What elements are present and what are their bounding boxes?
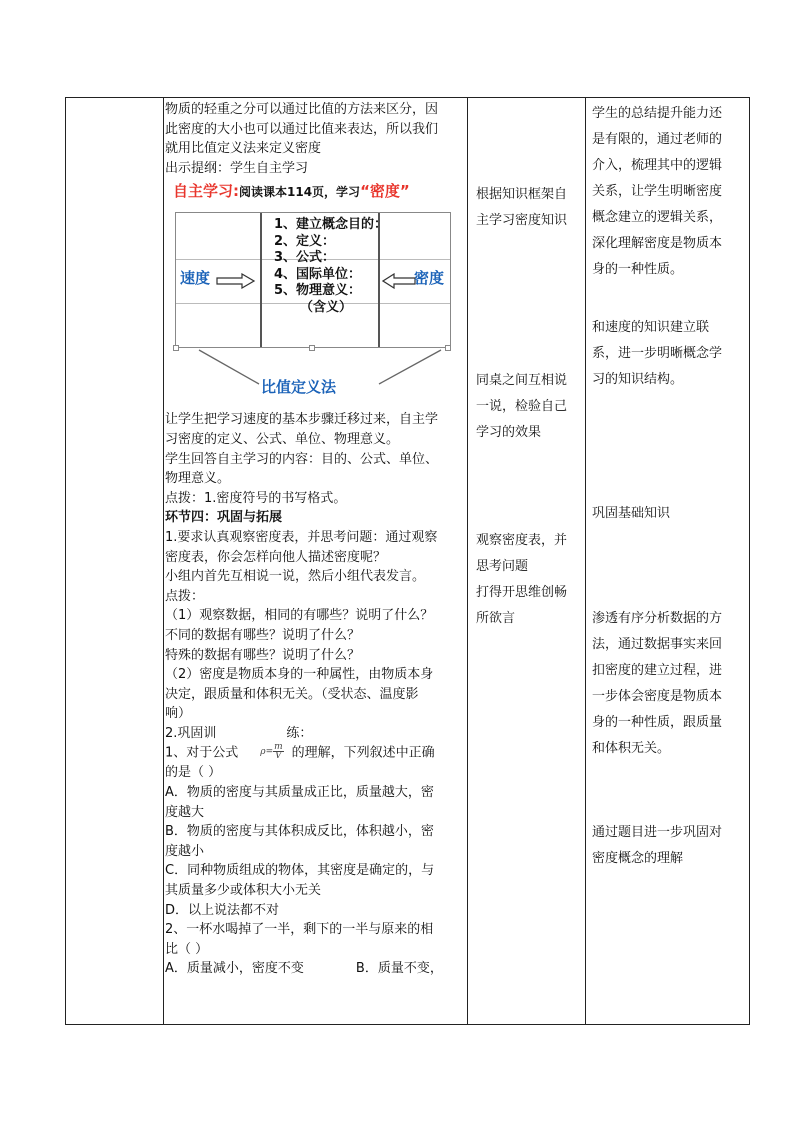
intro-line: 物质的轻重之分可以通过比值的方法来区分，因 <box>165 102 439 117</box>
formula-denominator: V <box>275 751 282 762</box>
option-line <box>165 959 463 979</box>
activity-line: 打得开思维创畅 <box>476 585 568 600</box>
intent-line: 学生的总结提升能力还 <box>592 106 723 121</box>
body-line: 不同的数据有哪些？说明了什么？ <box>165 627 361 643</box>
intent-line: 和体积无关。 <box>592 741 671 756</box>
density-formula <box>260 743 283 763</box>
option-line: A．物质的密度与其质量成正比，质量越大，密 <box>165 784 434 800</box>
q2-option-a: A．质量减小，密度不变 <box>165 961 304 977</box>
ratio-definition-label: 比值定义法 <box>261 378 337 397</box>
outline-item: 5、物理意义： <box>274 283 362 299</box>
outline-item: 4、国际单位： <box>274 266 362 282</box>
intent-line: 扣密度的建立过程，进 <box>592 663 723 678</box>
practice-heading <box>165 724 463 744</box>
outline-item: 1、建立概念目的： <box>274 217 388 233</box>
intent-line: 身的一种性质，跟质量 <box>592 715 723 730</box>
figure-title-red: 自主学习: <box>173 182 239 201</box>
intent-line: 法，通过数据事实来回 <box>592 637 723 652</box>
activity-line: 同桌之间互相说 <box>476 373 568 388</box>
density-label: 密度 <box>414 269 445 288</box>
formula-rho: ρ= <box>260 747 274 758</box>
formula-numerator: m <box>274 742 283 753</box>
intent-line: 和速度的知识建立联 <box>592 320 710 335</box>
lesson-plan-table <box>65 97 750 1025</box>
student-activity-cell <box>467 98 585 1024</box>
outline-item: （含义） <box>300 299 353 315</box>
body-line: 1.要求认真观察密度表，并思考问题：通过观察 <box>165 529 438 545</box>
body-line: 习密度的定义、公式、单位、物理意义。 <box>165 431 400 447</box>
activity-block <box>476 182 567 234</box>
practice-heading-a: 2.巩固训 <box>165 725 217 741</box>
right-arrow-icon <box>216 273 256 289</box>
body-line: 物理意义。 <box>165 471 231 487</box>
figure-title-quote: “密度” <box>360 182 410 201</box>
intent-line: 概念建立的逻辑关系， <box>592 210 723 225</box>
activity-block <box>476 368 567 446</box>
outline-item: 3、公式： <box>274 250 336 266</box>
activity-line: 根据知识框架自 <box>476 187 568 202</box>
intent-block <box>592 101 722 283</box>
option-line: 其质量多少或体积大小无关 <box>165 882 322 898</box>
intent-line: 深化理解密度是物质本 <box>592 236 723 251</box>
intent-line: 巩固基础知识 <box>592 506 671 521</box>
body-line: 2、一杯水喝掉了一半，剩下的一半与原来的相 <box>165 922 434 938</box>
body-line: 的是（ ） <box>165 765 222 781</box>
option-line: B．物质的密度与其体积成反比，体积越小，密 <box>165 824 434 840</box>
activity-line: 思考问题 <box>476 559 529 574</box>
activity-line: 一说，检验自己 <box>476 399 568 414</box>
show-outline: 出示提纲：学生自主学习 <box>165 160 309 176</box>
intent-block <box>592 606 722 762</box>
intent-line: 习的知识结构。 <box>592 372 684 387</box>
figure-title-text: 阅读课本114页，学习 <box>239 185 361 200</box>
intent-block <box>592 501 670 527</box>
body-line: 点拨：1.密度符号的书写格式。 <box>165 490 347 506</box>
speed-label: 速度 <box>180 269 211 288</box>
activity-line: 观察密度表，并 <box>476 533 568 548</box>
intent-line: 系，进一步明晰概念学 <box>592 346 723 361</box>
figure-title <box>173 182 410 203</box>
body-line: 学生回答自主学习的内容：目的、公式、单位、 <box>165 451 439 467</box>
figure-frame <box>175 212 451 348</box>
left-arrow-icon <box>382 273 416 289</box>
intent-block <box>592 820 722 872</box>
question-1 <box>165 743 463 763</box>
design-intent-cell <box>585 98 749 1024</box>
body-line: （1）观察数据，相同的有哪些？说明了什么？ <box>165 608 434 624</box>
q1-suffix: 的理解，下列叙述中正确 <box>291 745 435 761</box>
intent-line: 关系，让学生明晰密度 <box>592 184 723 199</box>
outline-item: 2、定义： <box>274 233 336 249</box>
intent-line: 通过题目进一步巩固对 <box>592 825 723 840</box>
activity-line: 主学习密度知识 <box>476 213 568 228</box>
activity-block <box>476 528 567 632</box>
practice-heading-b: 练： <box>286 725 313 741</box>
intent-line: 介入，梳理其中的逻辑 <box>592 158 723 173</box>
body-line: 点拨： <box>165 588 205 604</box>
activity-line: 学习的效果 <box>476 425 542 440</box>
body-line: 让学生把学习速度的基本步骤迁移过来，自主学 <box>165 412 439 428</box>
intent-line: 渗透有序分析数据的方 <box>592 611 723 626</box>
body-line: 密度表，你会怎样向他人描述密度呢？ <box>165 549 387 565</box>
body-line: 决定，跟质量和体积无关。（受状态、温度影 <box>165 686 419 702</box>
outline-list <box>274 217 387 316</box>
q2-option-b: B．质量不变， <box>355 961 443 977</box>
intent-block <box>592 315 722 393</box>
option-line: D．以上说法都不对 <box>165 902 280 918</box>
intent-line: 是有限的，通过老师的 <box>592 132 723 147</box>
self-study-figure <box>165 182 451 406</box>
activity-line: 所欲言 <box>476 611 516 626</box>
intent-line: 密度概念的理解 <box>592 851 684 866</box>
body-line: 特殊的数据有哪些？说明了什么？ <box>165 647 361 663</box>
body-line: （2）密度是物质本身的一种属性，由物质本身 <box>165 667 434 683</box>
option-line: 度越大 <box>165 804 205 820</box>
intent-line: 身的一种性质。 <box>592 262 684 277</box>
intent-line: 一步体会密度是物质本 <box>592 689 723 704</box>
teaching-process-cell <box>163 98 467 1024</box>
body-line: 小组内首先互相说一说，然后小组代表发言。 <box>165 569 426 585</box>
q1-prefix: 1、对于公式 <box>165 745 239 761</box>
intro-line: 此密度的大小也可以通过比值来表达，所以我们 <box>165 121 439 137</box>
option-line: 度越小 <box>165 843 205 859</box>
frame-divider <box>260 213 262 347</box>
body-line: 响） <box>165 706 192 722</box>
intro-line: 就用比值定义法来定义密度 <box>165 141 322 157</box>
option-line: C．同种物质组成的物体，其密度是确定的，与 <box>165 863 435 879</box>
section-title: 环节四：巩固与拓展 <box>165 510 283 526</box>
body-line: 比（ ） <box>165 941 209 957</box>
